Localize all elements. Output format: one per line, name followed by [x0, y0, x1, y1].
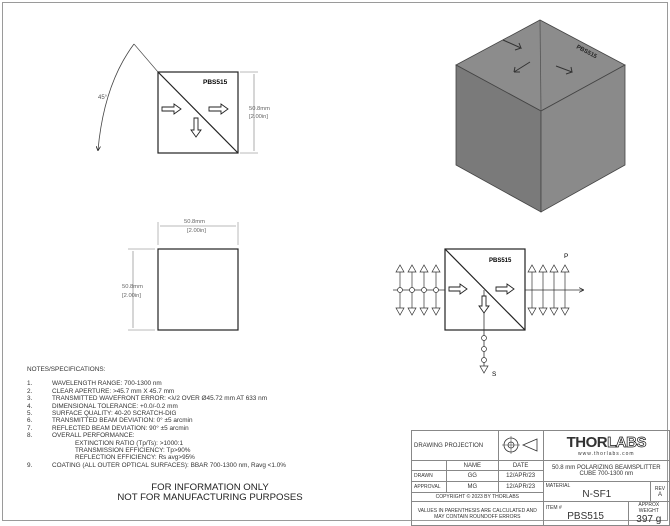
- projection-symbol-cell: [498, 431, 543, 461]
- note-item: 4. DIMENSIONAL TOLERANCE: +0.0/-0.2 mm: [27, 402, 178, 410]
- note-sub-item: TRANSMISSION EFFICIENCY: Tp>90%: [75, 447, 191, 455]
- date-header: DATE: [498, 461, 543, 471]
- material-label: MATERIAL: [545, 483, 571, 489]
- copyright-notice: COPYRIGHT © 2023 BY THORLABS: [412, 493, 544, 502]
- beam-s-label: S: [492, 371, 497, 378]
- part-description: 50.8 mm POLARIZING BEAMSPLITTER CUBE 700-1300 nm: [543, 461, 669, 482]
- thorlabs-logo: THORLABS: [566, 434, 646, 451]
- third-angle-projection-icon: [501, 435, 541, 455]
- item-value: PBS515: [567, 511, 604, 522]
- note-item: 3. TRANSMITTED WAVEFRONT ERROR: <λ/2 OVER Ø45.72 mm AT 633 nm: [27, 395, 268, 403]
- weight-cell: [628, 502, 669, 526]
- note-item: 5. SURFACE QUALITY: 40-20 SCRATCH-DIG: [27, 410, 177, 418]
- name-header: NAME: [447, 461, 499, 471]
- note-item: 7. REFLECTED BEAM DEVIATION: 90° ±5 arcmin: [27, 424, 189, 432]
- weight-value: 397 g: [636, 514, 662, 525]
- material-cell: [543, 482, 650, 502]
- isometric-cube: [456, 20, 625, 212]
- part-label-iso: PBS515: [575, 44, 598, 61]
- title-block: [411, 430, 670, 526]
- note-item: 2. CLEAR APERTURE: >45.7 mm X 45.7 mm: [27, 387, 175, 395]
- notes-specifications: [27, 366, 286, 469]
- note-item: 6. TRANSMITTED BEAM DEVIATION: 0° ±5 arcmin: [27, 417, 193, 425]
- angle-label: 45°: [98, 95, 108, 101]
- approval-label: APPROVAL: [412, 482, 447, 493]
- banner-line-1: FOR INFORMATION ONLY: [151, 482, 269, 493]
- beam-schematic: [393, 249, 583, 378]
- drawn-name: GG: [447, 471, 499, 482]
- item-cell: [543, 502, 628, 526]
- rev-value: A: [657, 491, 662, 498]
- part-label-top: PBS515: [203, 79, 228, 86]
- drawn-label: DRAWN: [412, 471, 447, 482]
- dim-mm-top: 50.8mm: [249, 106, 270, 112]
- note-sub-item: REFLECTION EFFICIENCY: Rs avg>95%: [75, 454, 195, 462]
- beam-p-label: P: [564, 253, 569, 260]
- dim-in-front-width: [2.00in]: [187, 228, 207, 234]
- part-label-schematic: PBS515: [489, 258, 512, 264]
- front-view: [122, 219, 238, 330]
- rev-cell: [651, 482, 670, 502]
- projection-label: DRAWING PROJECTION: [414, 442, 484, 449]
- notes-heading: NOTES/SPECIFICATIONS:: [27, 366, 106, 373]
- item-label: ITEM #: [545, 505, 562, 511]
- disclaimer: VALUES IN PARENTHESIS ARE CALCULATED AND MAY CONTAIN ROUNDOFF ERRORS: [412, 502, 544, 526]
- dim-in-top: [2.00in]: [249, 114, 269, 120]
- banner-line-2: NOT FOR MANUFACTURING PURPOSES: [117, 492, 303, 504]
- dim-mm-front-height: 50.8mm: [122, 284, 143, 290]
- projection-cell: [412, 431, 499, 461]
- dim-mm-front-width: 50.8mm: [184, 219, 205, 225]
- approval-date: 12/APR/23: [498, 482, 543, 493]
- material-value: N-SF1: [582, 489, 612, 500]
- note-item: 9. COATING (ALL OUTER OPTICAL SURFACES): BBAR 700-1300 nm, Ravg <1.0%: [27, 461, 286, 469]
- drawn-date: 12/APR/23: [498, 471, 543, 482]
- website-url: www.thorlabs.com: [578, 451, 635, 457]
- rev-label: REV: [654, 485, 666, 492]
- note-item: 1. WAVELENGTH RANGE: 700-1300 nm: [27, 380, 162, 388]
- dim-in-front-height: [2.00in]: [122, 293, 142, 299]
- note-item: 8. OVERALL PERFORMANCE:: [27, 432, 135, 440]
- info-banner: [90, 483, 330, 504]
- top-view: [98, 44, 270, 153]
- weight-label: APPROX WEIGHT: [638, 502, 660, 514]
- approval-name: MG: [447, 482, 499, 493]
- logo-cell: [543, 431, 669, 461]
- note-sub-item: EXTINCTION RATIO (Tp/Ts): >1000:1: [75, 439, 184, 447]
